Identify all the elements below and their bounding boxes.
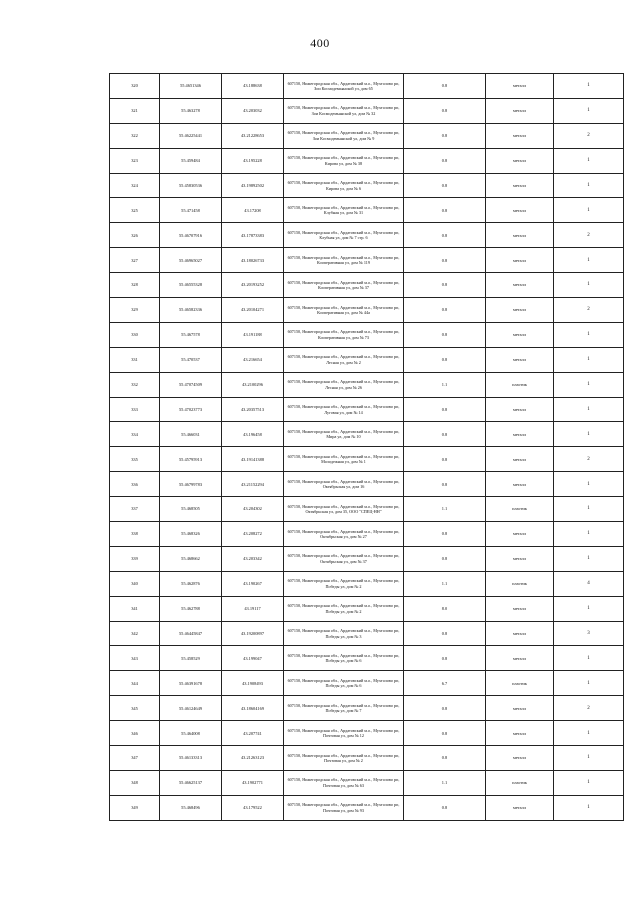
longitude-cell: 43.21263123 (222, 746, 284, 771)
row-number-cell: 322 (110, 123, 160, 148)
row-number-cell: 329 (110, 298, 160, 323)
longitude-cell: 43.19892502 (222, 173, 284, 198)
material-cell: металл (486, 148, 554, 173)
container-count-cell: 1 (554, 173, 624, 198)
address-cell: 607150, Нижегородская обл., Ардатовский м.о., Мухтолово рп, Лесная ул, дом № 26 (284, 372, 404, 397)
longitude-cell: 43.196458 (222, 422, 284, 447)
container-volume-cell: 0.8 (404, 746, 486, 771)
container-volume-cell: 0.8 (404, 795, 486, 820)
row-number-cell: 349 (110, 795, 160, 820)
address-cell: 607150, Нижегородская обл., Ардатовский м.о., Мухтолово рп, Октябрьская ул, дом 35, ООО "СПЕЦ-НН" (284, 497, 404, 522)
container-volume-cell: 1.1 (404, 571, 486, 596)
container-volume-cell: 0.8 (404, 198, 486, 223)
table-row (110, 596, 624, 621)
row-number-cell: 337 (110, 497, 160, 522)
container-count-cell: 1 (554, 671, 624, 696)
container-volume-cell: 0.8 (404, 646, 486, 671)
address-cell: 607150, Нижегородская обл., Ардатовский м.о., Мухтолово рп, Почтовая ул, дом № 93 (284, 795, 404, 820)
longitude-cell: 43.19141388 (222, 447, 284, 472)
row-number-cell: 332 (110, 372, 160, 397)
longitude-cell: 43.204302 (222, 497, 284, 522)
address-cell: 607150, Нижегородская обл., Ардатовский м.о., Мухтолово рп, Молодежная ул, дом № 1 (284, 447, 404, 472)
container-count-cell: 2 (554, 223, 624, 248)
latitude-cell: 55.46625137 (160, 770, 222, 795)
container-volume-cell: 0.8 (404, 621, 486, 646)
material-cell: пластик (486, 770, 554, 795)
table-row (110, 621, 624, 646)
table-row (110, 173, 624, 198)
container-volume-cell: 0.8 (404, 223, 486, 248)
page-number: 400 (310, 36, 330, 50)
table-row (110, 472, 624, 497)
latitude-cell: 55.468496 (160, 795, 222, 820)
row-number-cell: 324 (110, 173, 160, 198)
material-cell: металл (486, 123, 554, 148)
longitude-cell: 43.195228 (222, 148, 284, 173)
material-cell: металл (486, 223, 554, 248)
container-count-cell: 1 (554, 273, 624, 298)
table-row (110, 795, 624, 820)
container-count-cell: 1 (554, 422, 624, 447)
longitude-cell: 43.19200897 (222, 621, 284, 646)
container-volume-cell: 0.8 (404, 123, 486, 148)
longitude-cell: 43.21228653 (222, 123, 284, 148)
latitude-cell: 55.462788 (160, 596, 222, 621)
container-count-cell: 1 (554, 596, 624, 621)
table-row (110, 671, 624, 696)
address-cell: 607150, Нижегородская обл., Ардатовский м.о., Мухтолово рп, Кооперативная ул, дом № 44а (284, 298, 404, 323)
container-count-cell: 1 (554, 248, 624, 273)
row-number-cell: 328 (110, 273, 160, 298)
row-number-cell: 323 (110, 148, 160, 173)
container-count-cell: 1 (554, 397, 624, 422)
longitude-cell: 43.17873383 (222, 223, 284, 248)
container-volume-cell: 0.8 (404, 98, 486, 123)
container-volume-cell: 0.8 (404, 148, 486, 173)
row-number-cell: 338 (110, 522, 160, 547)
table-row (110, 770, 624, 795)
container-count-cell: 3 (554, 621, 624, 646)
material-cell: металл (486, 795, 554, 820)
container-volume-cell: 0.8 (404, 721, 486, 746)
address-cell: 607150, Нижегородская обл., Ардатовский м.о., Мухтолово рп, Победы ул, дом № 7 (284, 696, 404, 721)
registry-table (109, 73, 624, 821)
table-row (110, 347, 624, 372)
address-cell: 607150, Нижегородская обл., Ардатовский м.о., Мухтолово рп, Кирова ул, дом № 38 (284, 148, 404, 173)
container-volume-cell: 1.1 (404, 372, 486, 397)
container-count-cell: 4 (554, 571, 624, 596)
table-row (110, 721, 624, 746)
container-count-cell: 1 (554, 497, 624, 522)
row-number-cell: 325 (110, 198, 160, 223)
table-row (110, 298, 624, 323)
container-count-cell: 1 (554, 746, 624, 771)
latitude-cell: 55.471458 (160, 198, 222, 223)
container-count-cell: 1 (554, 546, 624, 571)
material-cell: пластик (486, 497, 554, 522)
table-row (110, 273, 624, 298)
material-cell: металл (486, 721, 554, 746)
row-number-cell: 321 (110, 98, 160, 123)
table-row (110, 497, 624, 522)
row-number-cell: 331 (110, 347, 160, 372)
row-number-cell: 344 (110, 671, 160, 696)
container-count-cell: 1 (554, 472, 624, 497)
material-cell: металл (486, 447, 554, 472)
latitude-cell: 55.46965027 (160, 248, 222, 273)
material-cell: металл (486, 522, 554, 547)
container-volume-cell: 0.8 (404, 74, 486, 99)
address-cell: 607150, Нижегородская обл., Ардатовский м.о., Мухтолово рп, Кооперативная ул, дом № 73 (284, 322, 404, 347)
material-cell: металл (486, 248, 554, 273)
latitude-cell: 55.47023773 (160, 397, 222, 422)
address-cell: 607150, Нижегородская обл., Ардатовский м.о., Мухтолово рп, Победы ул, дом № 6 (284, 646, 404, 671)
latitude-cell: 55.4651346 (160, 74, 222, 99)
latitude-cell: 55.45830536 (160, 173, 222, 198)
longitude-cell: 43.19117 (222, 596, 284, 621)
address-cell: 607150, Нижегородская обл., Ардатовский м.о., Мухтолово рп, Октябрьская ул, дом 16 (284, 472, 404, 497)
latitude-cell: 55.46799783 (160, 472, 222, 497)
row-number-cell: 345 (110, 696, 160, 721)
latitude-cell: 55.46555328 (160, 273, 222, 298)
container-count-cell: 1 (554, 98, 624, 123)
latitude-cell: 55.468505 (160, 497, 222, 522)
material-cell: металл (486, 621, 554, 646)
table-row (110, 248, 624, 273)
container-volume-cell: 0.8 (404, 546, 486, 571)
address-cell: 607150, Нижегородская обл., Ардатовский м.о., Мухтолово рп, Лесная ул, дом № 2 (284, 347, 404, 372)
container-volume-cell: 0.8 (404, 397, 486, 422)
container-volume-cell: 0.8 (404, 347, 486, 372)
longitude-cell: 43.2100296 (222, 372, 284, 397)
container-volume-cell: 0.8 (404, 422, 486, 447)
row-number-cell: 339 (110, 546, 160, 571)
row-number-cell: 326 (110, 223, 160, 248)
material-cell: металл (486, 696, 554, 721)
longitude-cell: 43.18026733 (222, 248, 284, 273)
latitude-cell: 55.466031 (160, 422, 222, 447)
material-cell: металл (486, 422, 554, 447)
material-cell: металл (486, 596, 554, 621)
table-row (110, 148, 624, 173)
material-cell: металл (486, 98, 554, 123)
row-number-cell: 320 (110, 74, 160, 99)
longitude-cell: 43.21152294 (222, 472, 284, 497)
container-count-cell: 1 (554, 74, 624, 99)
table-row (110, 646, 624, 671)
container-volume-cell: 6.7 (404, 671, 486, 696)
address-cell: 607150, Нижегородская обл., Ардатовский м.о., Мухтолово рп, Зои Космодемьянской ул, дом № 32 (284, 98, 404, 123)
longitude-cell: 43.20193252 (222, 273, 284, 298)
table-row (110, 198, 624, 223)
row-number-cell: 336 (110, 472, 160, 497)
container-volume-cell: 0.8 (404, 273, 486, 298)
longitude-cell: 43.179522 (222, 795, 284, 820)
row-number-cell: 341 (110, 596, 160, 621)
latitude-cell: 55.46133313 (160, 746, 222, 771)
container-count-cell: 1 (554, 522, 624, 547)
address-cell: 607150, Нижегородская обл., Ардатовский м.о., Мухтолово рп, Победы ул, дом № 2 (284, 571, 404, 596)
container-volume-cell: 0.8 (404, 447, 486, 472)
table-body (110, 74, 624, 821)
row-number-cell: 330 (110, 322, 160, 347)
material-cell: металл (486, 472, 554, 497)
longitude-cell: 43.216654 (222, 347, 284, 372)
table-row (110, 422, 624, 447)
address-cell: 607150, Нижегородская обл., Ардатовский м.о., Мухтолово рп, Почтовая ул, дом № 63 (284, 770, 404, 795)
container-count-cell: 1 (554, 148, 624, 173)
material-cell: пластик (486, 571, 554, 596)
container-count-cell: 1 (554, 646, 624, 671)
latitude-cell: 55.470537 (160, 347, 222, 372)
latitude-cell: 55.46707916 (160, 223, 222, 248)
address-cell: 607150, Нижегородская обл., Ардатовский м.о., Мухтолово рп, Зои Космодемьянской ул, дом № 9 (284, 123, 404, 148)
material-cell: металл (486, 397, 554, 422)
address-cell: 607150, Нижегородская обл., Ардатовский м.о., Мухтолово рп, Зои Космодемьянской ул, дом 65 (284, 74, 404, 99)
longitude-cell: 43.18604169 (222, 696, 284, 721)
table-row (110, 546, 624, 571)
longitude-cell: 43.207741 (222, 721, 284, 746)
row-number-cell: 334 (110, 422, 160, 447)
latitude-cell: 55.468326 (160, 522, 222, 547)
material-cell: металл (486, 173, 554, 198)
latitude-cell: 55.45795913 (160, 447, 222, 472)
container-count-cell: 2 (554, 298, 624, 323)
row-number-cell: 343 (110, 646, 160, 671)
row-number-cell: 335 (110, 447, 160, 472)
material-cell: пластик (486, 372, 554, 397)
latitude-cell: 55.46124649 (160, 696, 222, 721)
longitude-cell: 43.203342 (222, 546, 284, 571)
container-count-cell: 2 (554, 696, 624, 721)
latitude-cell: 55.467578 (160, 322, 222, 347)
material-cell: пластик (486, 671, 554, 696)
material-cell: металл (486, 746, 554, 771)
row-number-cell: 340 (110, 571, 160, 596)
address-cell: 607150, Нижегородская обл., Ардатовский м.о., Мухтолово рп, Клубная ул, дом № 7 стр. 6 (284, 223, 404, 248)
address-cell: 607150, Нижегородская обл., Ардатовский м.о., Мухтолово рп, Октябрьская ул, дом № 37 (284, 546, 404, 571)
longitude-cell: 43.188638 (222, 74, 284, 99)
address-cell: 607150, Нижегородская обл., Ардатовский м.о., Мухтолово рп, Почтовая ул, дом № 12 (284, 721, 404, 746)
container-count-cell: 1 (554, 770, 624, 795)
longitude-cell: 43.20357513 (222, 397, 284, 422)
latitude-cell: 55.463278 (160, 98, 222, 123)
longitude-cell: 43.203032 (222, 98, 284, 123)
row-number-cell: 327 (110, 248, 160, 273)
address-cell: 607150, Нижегородская обл., Ардатовский м.о., Мухтолово рп, Победы ул, дом № 6 (284, 671, 404, 696)
row-number-cell: 342 (110, 621, 160, 646)
address-cell: 607150, Нижегородская обл., Ардатовский м.о., Мухтолово рп, Луговая ул, дом № 14 (284, 397, 404, 422)
latitude-cell: 55.46225441 (160, 123, 222, 148)
address-cell: 607150, Нижегородская обл., Ардатовский м.о., Мухтолово рп, Победы ул, дом № 3 (284, 621, 404, 646)
table-row (110, 98, 624, 123)
latitude-cell: 55.47074509 (160, 372, 222, 397)
container-count-cell: 1 (554, 322, 624, 347)
address-cell: 607150, Нижегородская обл., Ардатовский м.о., Мухтолово рп, Клубная ул, дом № 31 (284, 198, 404, 223)
container-volume-cell: 0.8 (404, 322, 486, 347)
latitude-cell: 55.468662 (160, 546, 222, 571)
material-cell: металл (486, 74, 554, 99)
table-row (110, 223, 624, 248)
latitude-cell: 55.46391678 (160, 671, 222, 696)
longitude-cell: 43.208272 (222, 522, 284, 547)
row-number-cell: 346 (110, 721, 160, 746)
container-count-cell: 2 (554, 123, 624, 148)
container-count-cell: 1 (554, 372, 624, 397)
table-row (110, 397, 624, 422)
row-number-cell: 333 (110, 397, 160, 422)
table-row (110, 696, 624, 721)
material-cell: металл (486, 322, 554, 347)
container-count-cell: 1 (554, 721, 624, 746)
container-volume-cell: 8.0 (404, 596, 486, 621)
address-cell: 607150, Нижегородская обл., Ардатовский м.о., Мухтолово рп, Кооперативная ул, дом № 119 (284, 248, 404, 273)
container-volume-cell: 0.8 (404, 472, 486, 497)
address-cell: 607150, Нижегородская обл., Ардатовский м.о., Мухтолово рп, Почтовая ул, дом № 2 (284, 746, 404, 771)
latitude-cell: 55.46445847 (160, 621, 222, 646)
longitude-cell: 43.190267 (222, 571, 284, 596)
container-volume-cell: 0.8 (404, 248, 486, 273)
material-cell: металл (486, 273, 554, 298)
container-count-cell: 2 (554, 447, 624, 472)
material-cell: металл (486, 546, 554, 571)
longitude-cell: 43.17208 (222, 198, 284, 223)
table-row (110, 522, 624, 547)
address-cell: 607150, Нижегородская обл., Ардатовский м.о., Мухтолово рп, Кирова ул, дом № 6 (284, 173, 404, 198)
latitude-cell: 55.462876 (160, 571, 222, 596)
address-cell: 607150, Нижегородская обл., Ардатовский м.о., Мухтолово рп, Октябрьская ул, дом № 27 (284, 522, 404, 547)
address-cell: 607150, Нижегородская обл., Ардатовский м.о., Мухтолово рп, Кооперативная ул, дом № 37 (284, 273, 404, 298)
container-volume-cell: 0.8 (404, 298, 486, 323)
material-cell: металл (486, 198, 554, 223)
address-cell: 607150, Нижегородская обл., Ардатовский м.о., Мухтолово рп, Мира ул, дом № 10 (284, 422, 404, 447)
material-cell: металл (486, 646, 554, 671)
table-row (110, 746, 624, 771)
latitude-cell: 55.459484 (160, 148, 222, 173)
longitude-cell: 43.20104271 (222, 298, 284, 323)
container-count-cell: 1 (554, 795, 624, 820)
table-row (110, 372, 624, 397)
longitude-cell: 43.1902771 (222, 770, 284, 795)
longitude-cell: 43.1908493 (222, 671, 284, 696)
row-number-cell: 347 (110, 746, 160, 771)
material-cell: металл (486, 347, 554, 372)
table-row (110, 447, 624, 472)
longitude-cell: 43.191188 (222, 322, 284, 347)
table-row (110, 123, 624, 148)
container-volume-cell: 1.1 (404, 497, 486, 522)
container-count-cell: 1 (554, 198, 624, 223)
latitude-cell: 55.458529 (160, 646, 222, 671)
container-count-cell: 1 (554, 347, 624, 372)
table-row (110, 571, 624, 596)
row-number-cell: 348 (110, 770, 160, 795)
material-cell: металл (486, 298, 554, 323)
container-volume-cell: 1.1 (404, 770, 486, 795)
container-volume-cell: 0.8 (404, 696, 486, 721)
address-cell: 607150, Нижегородская обл., Ардатовский м.о., Мухтолово рп, Победы ул, дом № 2 (284, 596, 404, 621)
latitude-cell: 55.464008 (160, 721, 222, 746)
latitude-cell: 55.46582336 (160, 298, 222, 323)
table-row (110, 74, 624, 99)
container-volume-cell: 0.8 (404, 173, 486, 198)
table-row (110, 322, 624, 347)
container-volume-cell: 0.8 (404, 522, 486, 547)
longitude-cell: 43.199047 (222, 646, 284, 671)
